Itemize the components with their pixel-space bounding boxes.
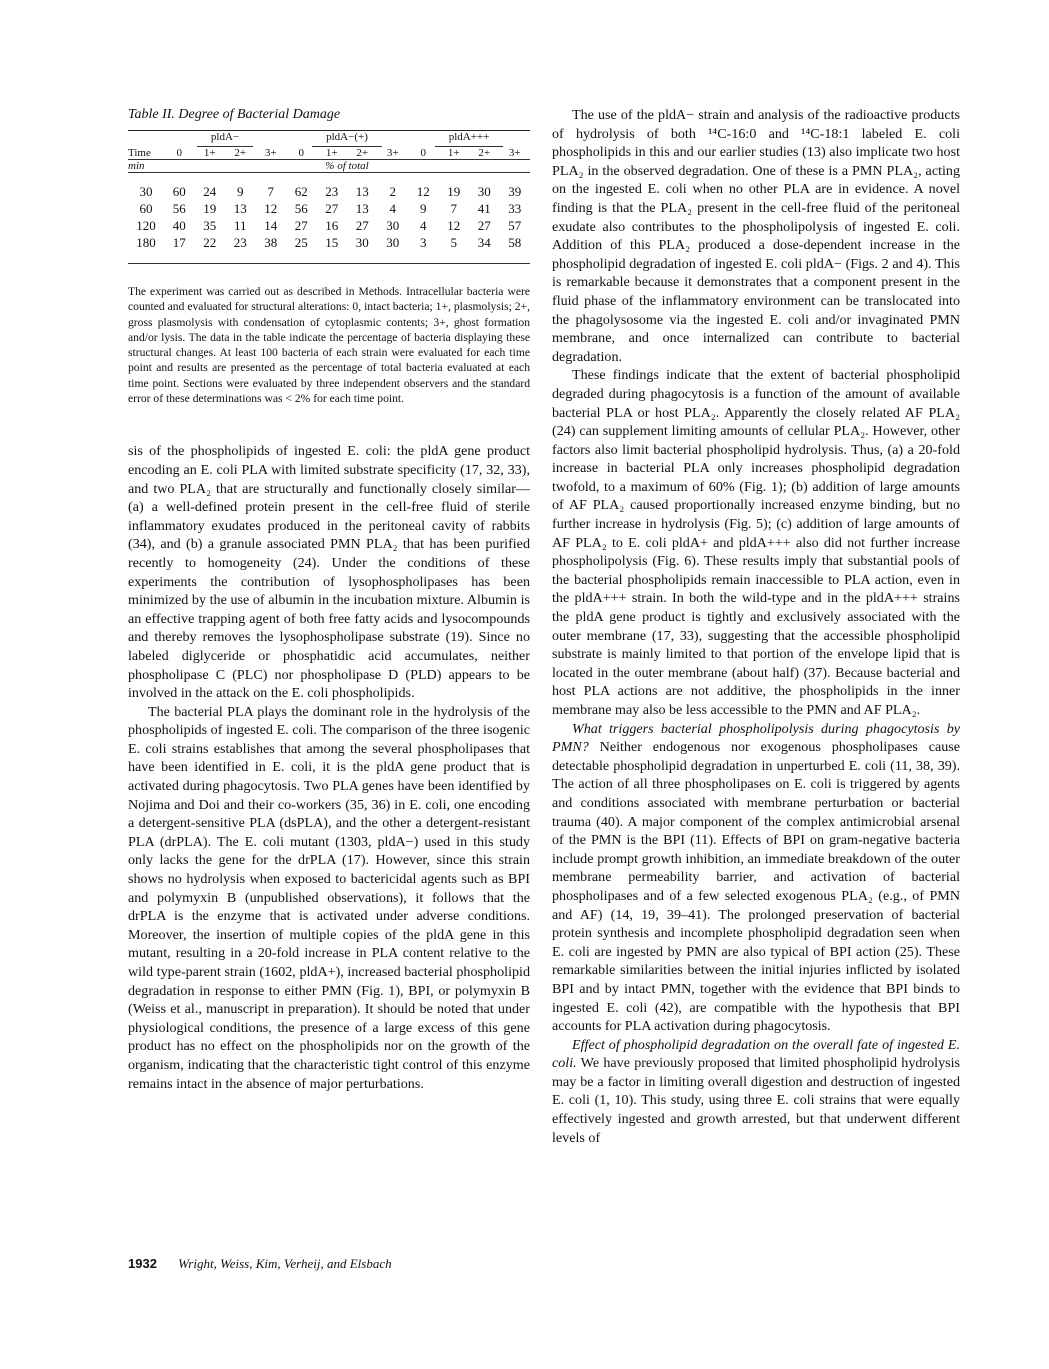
column-header: 2+ bbox=[356, 147, 369, 159]
table-header-row bbox=[128, 147, 530, 160]
table-cell: 62 bbox=[294, 184, 308, 199]
table-row bbox=[128, 173, 530, 201]
table-row bbox=[128, 217, 530, 234]
table-cell: 4 bbox=[389, 201, 396, 216]
footer-authors: Wright, Weiss, Kim, Verheij, and Elsbach bbox=[178, 1256, 392, 1271]
table-body bbox=[128, 173, 530, 264]
table-cell: 30 bbox=[386, 218, 400, 233]
column-header: 3+ bbox=[386, 147, 399, 159]
table-cell: 9 bbox=[420, 201, 427, 216]
table-row bbox=[128, 234, 530, 263]
column-header: 1+ bbox=[203, 147, 216, 159]
group-header: pldA−(+) bbox=[312, 131, 382, 147]
table-cell: 35 bbox=[203, 218, 217, 233]
table-cell: 13 bbox=[233, 201, 247, 216]
table-cell: 14 bbox=[264, 218, 278, 233]
section-heading: Effect of phospholipid degradation on the overall fate of ingested E. coli. bbox=[552, 1036, 960, 1072]
table-unit-row bbox=[128, 160, 530, 173]
table-cell: 30 bbox=[386, 235, 400, 250]
paragraph-text: Neither endogenous nor exogenous phospholipases cause detectable phospholipid degradation in unperturbed E. coli (11, 38, 39). The action of all three phospholipases on E. coli is triggered by agents and conditions associated with membrane perturbation or bacterial trauma (40). A major component of the complex antimicrobial arsenal of the PMN is the BPI (11). Effects of BPI on gram-negative bacteria include prompt growth inhibition, an immediate breakdown of the outer membrane permeability barrier, and activation of bacterial phospholipases and of a few selected exogenous PLA₂ (e.g., of PMN and AF) (14, 19, 39–41). The prolonged preservation of bacterial protein synthesis and incomplete phospholipid degradation seen when E. coli are ingested by PMN are also typical of BPI action (25). These remarkable similarities between the initial injuries inflicted by isolated BPI and by intact PMN, together with the evidence that BPI binds to ingested E. coli (42), are compatible with the hypothesis that BPI accounts for PLA activation during phagocytosis. bbox=[552, 739, 960, 1035]
table-row bbox=[128, 200, 530, 217]
column-header: 2+ bbox=[234, 147, 247, 159]
table-cell: 4 bbox=[420, 218, 427, 233]
table-cell: 13 bbox=[355, 201, 369, 216]
time-cell: 120 bbox=[136, 218, 156, 233]
column-header: 3+ bbox=[508, 147, 521, 159]
table-cell: 30 bbox=[355, 235, 369, 250]
table-cell: 7 bbox=[267, 184, 274, 199]
column-header: 2+ bbox=[478, 147, 491, 159]
column-header: 0 bbox=[420, 147, 426, 159]
table-cell: 33 bbox=[508, 201, 522, 216]
body-paragraph bbox=[552, 1036, 960, 1148]
table-cell: 19 bbox=[447, 184, 461, 199]
table-cell: 12 bbox=[264, 201, 278, 216]
table-cell: 27 bbox=[355, 218, 369, 233]
table-cell: 15 bbox=[325, 235, 339, 250]
section-heading: What triggers bacterial phospholipolysis during phagocytosis by PMN? bbox=[552, 720, 960, 756]
table-cell: 25 bbox=[294, 235, 308, 250]
table-cell: 41 bbox=[477, 201, 491, 216]
table-cell: 22 bbox=[203, 235, 217, 250]
page-footer bbox=[128, 1256, 392, 1272]
right-column bbox=[552, 106, 960, 1147]
group-header: pldA+++ bbox=[435, 131, 504, 147]
time-cell: 30 bbox=[139, 184, 153, 199]
table-cell: 9 bbox=[237, 184, 244, 199]
table-cell: 60 bbox=[172, 184, 186, 199]
table-cell: 57 bbox=[508, 218, 522, 233]
table-cell: 19 bbox=[203, 201, 217, 216]
table-cell: 23 bbox=[325, 184, 339, 199]
table-cell: 27 bbox=[294, 218, 308, 233]
page-number: 1932 bbox=[128, 1256, 157, 1271]
body-paragraph: The use of the pldA− strain and analysis of the radioactive products of hydrolysis of both ¹⁴C-16:0 and ¹⁴C-18:1 labeled E. coli phospholipids in this and our earlier studies (13) also implicate two host PLA₂ in the observed degradation. One of these is a PMN PLA₂, acting on the ingested E. coli when no other PLA are in evidence. A novel finding is that the PLA₂ present in the cell-free fluid of the peritoneal exudate also contributes to the phospholipolysis of ingested E. coli. Addition of this PLA₂ produced a dose-dependent increase in the phospholipid degradation of ingested E. coli pldA− (Figs. 2 and 4). This is remarkable because it demonstrates that a component present in the fluid phase of the inflammatory environment can be translocated into the phagolysosome via the ingested E. coli and/or invaginated PMN membrane, and once internalized can contribute to bacterial degradation. bbox=[552, 107, 960, 365]
table-cell: 7 bbox=[450, 201, 457, 216]
column-header: 3+ bbox=[264, 147, 277, 159]
left-column bbox=[128, 106, 530, 1093]
table-cell: 58 bbox=[508, 235, 522, 250]
column-header: 1+ bbox=[325, 147, 338, 159]
body-paragraph: The bacterial PLA plays the dominant role in the hydrolysis of the phospholipids of ingested E. coli. The comparison of the three isogenic E. coli strains establishes that among the several phospholipases that have been identified in E. coli, it is the pldA gene product that is activated during phagocytosis. Two PLA genes have been identified by Nojima and Doi and their co-workers (35, 36) in E. coli, one encoding a detergent-sensitive PLA (dsPLA), and the other a detergent-resistant PLA (drPLA). The E. coli mutant (1303, pldA−) used in this study only lacks the gene for the drPLA (17). However, since this strain shows no hydrolysis when exposed to bactericidal agents such as BPI and polymyxin B (unpublished observations), it follows that the drPLA is the enzyme that is activated under adverse conditions. Moreover, the insertion of multiple copies of the pldA gene in this mutant, resulting in a 20-fold increase in PLA content relative to the wild type-parent strain (1602, pldA+), increased bacterial phospholipid degradation in response to either PMN (Fig. 1), BPI, or polymyxin B (Weiss et al., manuscript in preparation). It should be noted that under physiological conditions, the presence of a large excess of this gene product has no effect on the phospholipids nor on the growth of the organism, indicating that the characteristic tight control of this enzyme remains intact in the absence of major perturbations. bbox=[128, 703, 530, 1092]
table-cell: 11 bbox=[233, 218, 247, 233]
left-body-text bbox=[128, 442, 530, 1093]
table-cell: 17 bbox=[172, 235, 186, 250]
table-footnote: The experiment was carried out as described in Methods. Intracellular bacteria were counted and evaluated for structural alterations: 0, intact bacteria; 1+, plasmolysis; 2+, gross plasmolysis with condensation of cytoplasmic contents; 3+, ghost formation and/or lysis. The data in the table indicate the percentage of bacteria displaying these structural changes. At least 100 bacteria of each strain were evaluated for each time point and results are presented as the percentage of total bacteria evaluated at each time point. Sections were evaluated by three independent observers and the standard error of these determinations was < 2% for each time point. bbox=[128, 285, 530, 406]
table-cell: 56 bbox=[294, 201, 308, 216]
table-cell: 12 bbox=[447, 218, 461, 233]
table-cell: 24 bbox=[203, 184, 217, 199]
table-cell: 38 bbox=[264, 235, 278, 250]
body-paragraph: sis of the phospholipids of ingested E. coli: the pldA gene product encoding an E. coli PLA with limited substrate specificity (17, 32, 33), and two PLA₂ that are structurally and functionally closely similar—(a) a well-defined protein present in the cell-free fluid of sterile inflammatory exudates produced in the peritoneal cavity of rabbits (34), and (b) a granule associated PMN PLA₂ that has been purified recently to homogeneity (24). Under the conditions of these experiments the contribution of lysophospholipases has been minimized by the use of albumin in the incubation mixture. Albumin is an effective trapping agent of both free fatty acids and lysocompounds and thereby removes the lysophospholipase substrate (19). Since no labeled diglyceride or phosphatidic acid accumulates, neither phospholipase C (PLC) nor phospholipase D (PLD) appears to be involved in the attack on the E. coli phospholipids. bbox=[128, 443, 530, 702]
unit-values: % of total bbox=[164, 160, 530, 173]
table-cell: 27 bbox=[325, 201, 339, 216]
table-cell: 12 bbox=[416, 184, 430, 199]
table-cell: 16 bbox=[325, 218, 339, 233]
column-header: 0 bbox=[176, 147, 182, 159]
body-paragraph: These findings indicate that the extent of bacterial phospholipid degraded during phagocytosis is a function of the amount of available bacterial PLA or host PLA₂. Apparently the closely related AF PLA₂ (24) can supplement limiting amounts of cellular PLA₂. However, other factors also limit bacterial phospholipid hydrolysis. Thus, (a) a 20-fold increase in bacterial PLA only increases phospholipid degradation twofold, to a maximum of 60% (Fig. 1); (b) addition of large amounts of AF PLA₂ caused proportionally increased enzyme binding, but no further increase in hydrolysis (Fig. 5); (c) addition of large amounts of AF PLA₂ to E. coli pldA+ and pldA+++ also did not further increase phospholipolysis (Fig. 6). These results imply that substantial pools of the bacterial phospholipids remain inaccessible to PLA action, even in the pldA+++ strain. In both the wild-type and in the pldA+++ strains the pldA gene product is tightly and exclusively associated with the outer membrane (17, 33), suggesting that the accessible phospholipid substrate is mainly limited to that portion of the envelope lipid that is located in the outer membrane (about half) (37). Because bacterial and host PLA actions are not additive, the phospholipids in the inner membrane may also be less accessible to the PMN and AF PLA₂. bbox=[552, 367, 960, 718]
table-cell: 27 bbox=[477, 218, 491, 233]
table-cell: 39 bbox=[508, 184, 522, 199]
body-paragraph bbox=[552, 720, 960, 1036]
table-cell: 34 bbox=[477, 235, 491, 250]
table-cell: 2 bbox=[389, 184, 396, 199]
unit-time: min bbox=[128, 160, 164, 173]
column-header: Time bbox=[128, 147, 151, 159]
table-cell: 40 bbox=[172, 218, 186, 233]
column-header: 0 bbox=[298, 147, 304, 159]
table-cell: 56 bbox=[172, 201, 186, 216]
damage-table bbox=[128, 131, 530, 263]
table-bottom-rule bbox=[128, 263, 530, 264]
column-header: 1+ bbox=[447, 147, 460, 159]
table-cell: 30 bbox=[477, 184, 491, 199]
table-group-row bbox=[128, 131, 530, 147]
paragraph-text: We have previously proposed that limited phospholipid hydrolysis may be a factor in limiting overall digestion and destruction of ingested E. coli (1, 10). This study, using three E. coli strains that were equally effectively ingested and growth arrested, but that underwent different levels of bbox=[552, 1055, 960, 1146]
time-cell: 60 bbox=[139, 201, 153, 216]
table-cell: 5 bbox=[450, 235, 457, 250]
table-title: Table II. Degree of Bacterial Damage bbox=[128, 107, 341, 122]
table-cell: 3 bbox=[420, 235, 427, 250]
group-header: pldA− bbox=[197, 131, 253, 147]
time-cell: 180 bbox=[136, 235, 156, 250]
table-cell: 13 bbox=[355, 184, 369, 199]
table-cell: 23 bbox=[233, 235, 247, 250]
